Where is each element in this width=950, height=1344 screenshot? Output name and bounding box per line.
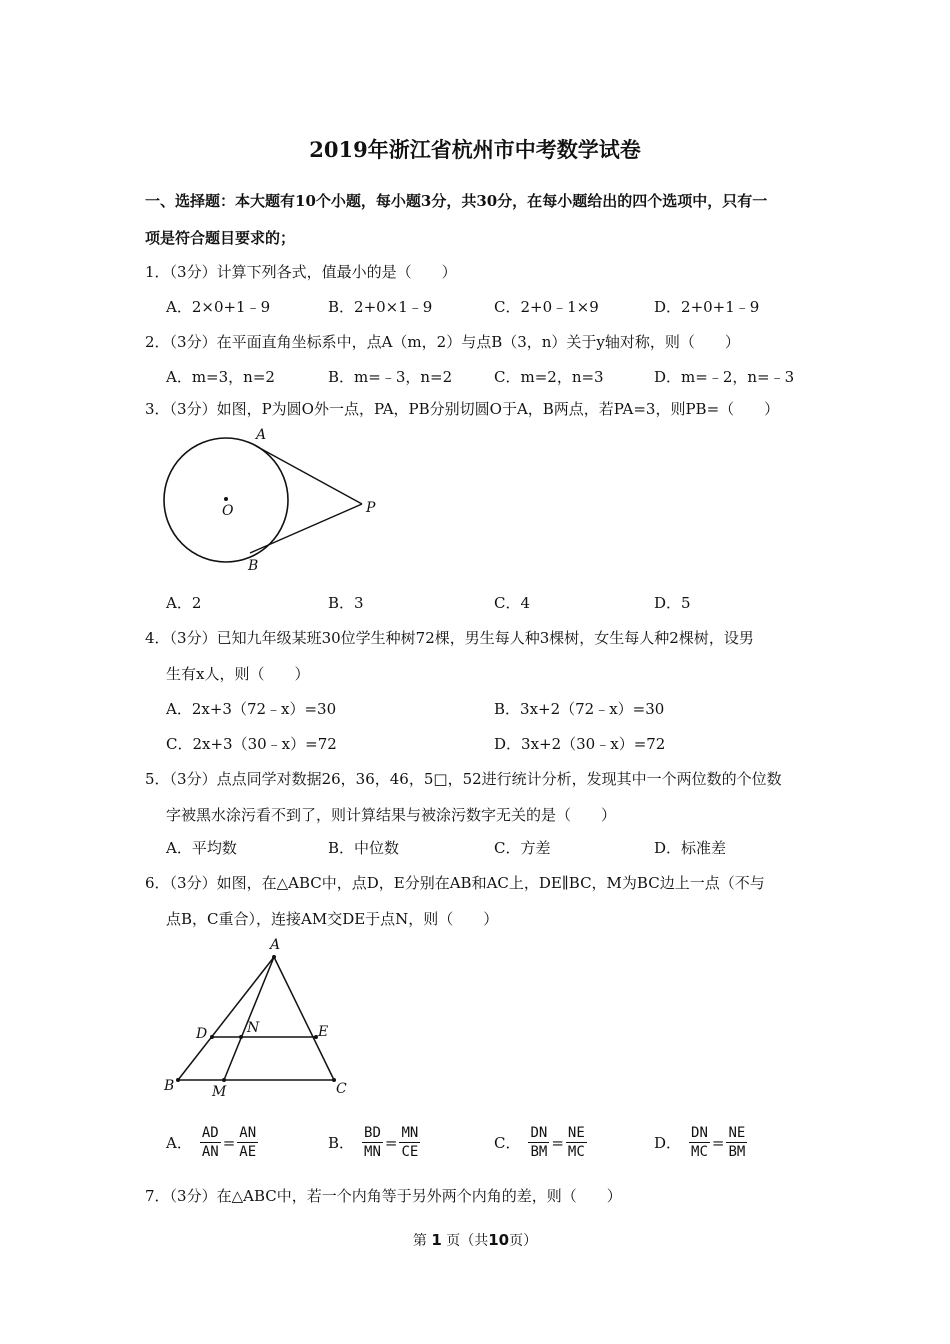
- q5-option-b: B．中位数: [328, 839, 400, 857]
- fraction: $\frac{DN}{MC}$: [691, 1125, 708, 1160]
- side-ab: [178, 957, 274, 1080]
- fraction: $\frac{DN}{BM}$: [530, 1125, 548, 1160]
- q4-option-d: D．3x+2（30﹣x）=72: [494, 735, 666, 753]
- total-pages: 10: [488, 1231, 510, 1249]
- label-n: N: [247, 1020, 260, 1036]
- question-6-stem-line2: 点B，C重合），连接AM交DE于点N，则（ ）: [166, 910, 499, 928]
- q5-option-a: A．平均数: [166, 839, 237, 857]
- q4-option-b: B．3x+2（72﹣x）=30: [494, 700, 665, 718]
- q4-option-c: C．2x+3（30﹣x）=72: [166, 735, 337, 753]
- question-1-stem: 1．（3分）计算下列各式，值最小的是（ ）: [145, 263, 457, 281]
- label-d: D: [196, 1026, 208, 1042]
- fraction: $\frac{AD}{AN}$: [201, 1125, 219, 1160]
- q3-option-b: B．3: [328, 594, 364, 612]
- label-b: B: [248, 558, 259, 574]
- question-3-stem: 3．（3分）如图，P为圆O外一点，PA，PB分别切圆O于A，B两点，若PA=3，则PB=（ ）: [145, 400, 780, 418]
- center-dot: [224, 497, 228, 501]
- point-n: [239, 1035, 243, 1039]
- q1-option-c: C．2+0﹣1×9: [494, 298, 599, 316]
- q1-option-b: B．2+0×1﹣9: [328, 298, 433, 316]
- question-5-stem-line2: 字被黑水涂污看不到了，则计算结果与被涂污数字无关的是（ ）: [166, 806, 617, 824]
- point-b: [176, 1078, 180, 1082]
- question-6-stem-line1: 6．（3分）如图，在△ABC中，点D，E分别在AB和AC上，DE∥BC，M为BC边上一点（不与: [145, 874, 765, 892]
- point-d: [210, 1035, 214, 1039]
- q6-triangle-figure: [150, 930, 370, 1100]
- tangent-pb: [250, 504, 362, 553]
- q5-option-d: D．标准差: [654, 839, 727, 857]
- label-a: A: [256, 427, 267, 443]
- fraction: $\frac{MN}{CE}$: [401, 1125, 419, 1160]
- q1-option-a: A．2×0+1﹣9: [166, 298, 271, 316]
- q3-option-d: D．5: [654, 594, 691, 612]
- point-a: [272, 955, 276, 959]
- section-heading-line1: 一、选择题：本大题有10个小题，每小题3分，共30分，在每小题给出的四个选项中，只有一: [145, 192, 768, 210]
- fraction: $\frac{NE}{MC}$: [567, 1125, 585, 1160]
- label-m: M: [212, 1084, 227, 1100]
- fraction: $\frac{NE}{BM}$: [728, 1125, 746, 1160]
- side-ac: [274, 957, 334, 1080]
- label-b: B: [164, 1078, 175, 1094]
- label-p: P: [366, 500, 376, 516]
- q2-option-c: C．m=2，n=3: [494, 368, 604, 386]
- label-c: C: [336, 1081, 347, 1097]
- q2-option-b: B．m=﹣3，n=2: [328, 368, 453, 386]
- page-footer: 第 1 页（共10页）: [412, 1231, 538, 1249]
- question-7-stem: 7．（3分）在△ABC中，若一个内角等于另外两个内角的差，则（ ）: [145, 1187, 622, 1205]
- question-4-stem-line2: 生有x人，则（ ）: [166, 665, 310, 683]
- question-5-stem-line1: 5．（3分）点点同学对数据26，36，46，5□，52进行统计分析，发现其中一个两位数的个位数: [145, 770, 782, 788]
- point-m: [222, 1078, 226, 1082]
- tangent-pa: [256, 446, 362, 504]
- q5-option-c: C．方差: [494, 839, 551, 857]
- q2-option-d: D．m=﹣2，n=﹣3: [654, 368, 795, 386]
- segment-am: [224, 957, 274, 1080]
- label-o: O: [222, 503, 234, 519]
- page-number: 1: [431, 1231, 442, 1249]
- q4-option-a: A．2x+3（72﹣x）=30: [166, 700, 337, 718]
- q3-option-a: A．2: [166, 594, 202, 612]
- q3-option-c: C．4: [494, 594, 531, 612]
- label-e: E: [318, 1024, 329, 1040]
- q6-option-c: C． $\frac{DN}{BM}$ = $\frac{NE}{MC}$: [494, 1125, 585, 1160]
- question-2-stem: 2．（3分）在平面直角坐标系中，点A（m，2）与点B（3，n）关于y轴对称，则（ ）: [145, 333, 740, 351]
- fraction: $\frac{BD}{MN}$: [364, 1125, 381, 1160]
- page-title: 2019年浙江省杭州市中考数学试卷: [309, 137, 641, 162]
- q6-option-b: B． $\frac{BD}{MN}$ = $\frac{MN}{CE}$: [328, 1125, 419, 1160]
- label-a: A: [270, 937, 281, 953]
- section-heading-line2: 项是符合题目要求的；: [145, 229, 296, 247]
- fraction: $\frac{AN}{AE}$: [239, 1125, 257, 1160]
- q6-option-a: A． $\frac{AD}{AN}$ = $\frac{AN}{AE}$: [166, 1125, 257, 1160]
- question-4-stem-line1: 4．（3分）已知九年级某班30位学生种树72棵，男生每人种3棵树，女生每人种2棵树，设男: [145, 629, 754, 647]
- q1-option-d: D．2+0+1﹣9: [654, 298, 760, 316]
- q3-circle-tangent-figure: [150, 420, 390, 580]
- q6-option-d: D． $\frac{DN}{MC}$ = $\frac{NE}{BM}$: [654, 1125, 746, 1160]
- q2-option-a: A．m=3，n=2: [166, 368, 275, 386]
